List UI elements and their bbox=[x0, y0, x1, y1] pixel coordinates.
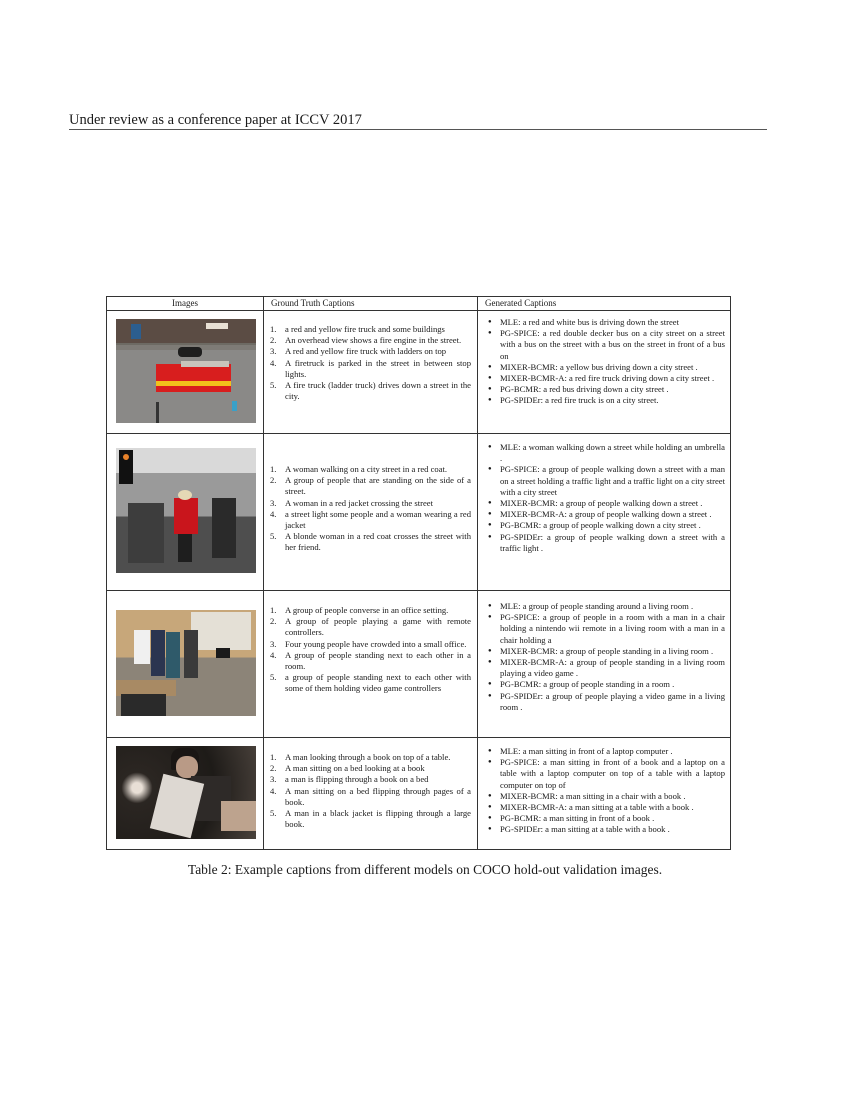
ground-truth-item: 3. a man is flipping through a book on a bed bbox=[270, 774, 429, 785]
column-header-ground-truth: Ground Truth Captions bbox=[271, 298, 355, 308]
table-caption: Table 2: Example captions from different models on COCO hold-out validation images. bbox=[187, 862, 663, 877]
generated-item: ● PG-BCMR: a group of people walking down a city street . bbox=[487, 520, 725, 531]
generated-item: ● MIXER-BCMR-A: a red fire truck driving down a city street . bbox=[487, 373, 725, 384]
ground-truth-item: 1. A woman walking on a city street in a red coat. bbox=[270, 464, 448, 474]
generated-item: ● MIXER-BCMR: a man sitting in a chair with a book . bbox=[487, 791, 725, 802]
ground-truth-item: 4. A group of people standing next to each other in a room. bbox=[270, 649, 471, 672]
generated-item: ● PG-SPICE: a red double decker bus on a city street on a street with a bus on the street with a bus on the street in front of a bus on bbox=[487, 328, 725, 362]
generated-item: ● PG-BCMR: a man sitting in front of a book . bbox=[487, 813, 725, 824]
generated-captions bbox=[487, 317, 725, 407]
running-head: Under review as a conference paper at ICCV 2017 bbox=[69, 112, 362, 128]
office-group-photo bbox=[116, 610, 256, 716]
generated-item: ● MIXER-BCMR: a group of people standing in a living room . bbox=[487, 646, 725, 657]
ground-truth-item: 3. Four young people have crowded into a small office. bbox=[270, 638, 467, 649]
table-header-row bbox=[107, 297, 730, 311]
generated-item: ● PG-SPIDEr: a man sitting at a table with a book . bbox=[487, 824, 725, 835]
generated-item: ● PG-SPICE: a man sitting in front of a book and a laptop on a table with a laptop computer on top of a table with a laptop computer on top of bbox=[487, 757, 725, 791]
generated-item: ● MIXER-BCMR: a group of people walking down a street . bbox=[487, 498, 725, 509]
generated-item: ● PG-SPICE: a group of people walking down a street with a man on a street holding a traffic light and a traffic light on a city street with a city street bbox=[487, 464, 725, 498]
ground-truth-captions bbox=[267, 464, 471, 554]
generated-captions bbox=[487, 601, 725, 713]
generated-item: ● PG-SPIDEr: a group of people walking down a street with a traffic light . bbox=[487, 532, 725, 554]
table-row bbox=[107, 738, 730, 851]
table-row bbox=[107, 434, 730, 591]
ground-truth-item: 1. A group of people converse in an office setting. bbox=[270, 605, 449, 615]
ground-truth-item: 5. A fire truck (ladder truck) drives down a street in the city. bbox=[270, 380, 471, 402]
ground-truth-item: 5. A man in a black jacket is flipping through a large book. bbox=[270, 808, 471, 830]
generated-captions bbox=[487, 442, 725, 554]
generated-item: ● MLE: a group of people standing around a living room . bbox=[487, 601, 725, 612]
generated-item: ● PG-SPIDEr: a red fire truck is on a city street. bbox=[487, 395, 725, 406]
generated-item: ● MLE: a man sitting in front of a laptop computer . bbox=[487, 746, 725, 757]
generated-item: ● PG-BCMR: a red bus driving down a city street . bbox=[487, 384, 725, 395]
ground-truth-item: 1. A man looking through a book on top of a table. bbox=[270, 752, 451, 762]
woman-red-coat-street-photo bbox=[116, 448, 256, 573]
table-row bbox=[107, 591, 730, 738]
ground-truth-item: 1. a red and yellow fire truck and some buildings bbox=[270, 324, 445, 334]
ground-truth-item: 3. A woman in a red jacket crossing the street bbox=[270, 497, 433, 508]
generated-item: ● MLE: a red and white bus is driving down the street bbox=[487, 317, 725, 328]
generated-captions bbox=[487, 746, 725, 836]
generated-item: ● MIXER-BCMR-A: a man sitting at a table with a book . bbox=[487, 802, 725, 813]
generated-item: ● PG-SPIDEr: a group of people playing a video game in a living room . bbox=[487, 691, 725, 713]
generated-item: ● MLE: a woman walking down a street while holding an umbrella . bbox=[487, 442, 725, 464]
ground-truth-item: 2. An overhead view shows a fire engine in the street. bbox=[270, 335, 462, 346]
ground-truth-captions bbox=[267, 324, 471, 402]
ground-truth-item: 5. A blonde woman in a red coat crosses the street with her friend. bbox=[270, 531, 471, 553]
ground-truth-captions bbox=[267, 605, 471, 695]
ground-truth-item: 4. a street light some people and a woman wearing a red jacket bbox=[270, 508, 471, 531]
header-rule bbox=[69, 129, 767, 130]
column-header-images: Images bbox=[172, 298, 198, 308]
fire-truck-street-photo bbox=[116, 319, 256, 423]
ground-truth-item: 2. A group of people playing a game with remote controllers. bbox=[270, 616, 471, 638]
captions-table bbox=[106, 296, 731, 850]
table-row bbox=[107, 310, 730, 434]
ground-truth-item: 5. a group of people standing next to each other with some of them holding video game controllers bbox=[270, 672, 471, 694]
generated-item: ● PG-BCMR: a group of people standing in a room . bbox=[487, 679, 725, 690]
ground-truth-captions bbox=[267, 752, 471, 830]
generated-item: ● MIXER-BCMR: a yellow bus driving down a city street . bbox=[487, 362, 725, 373]
ground-truth-item: 2. A group of people that are standing on the side of a street. bbox=[270, 475, 471, 497]
generated-item: ● MIXER-BCMR-A: a group of people standing in a living room playing a video game . bbox=[487, 657, 725, 679]
ground-truth-item: 3. A red and yellow fire truck with ladders on top bbox=[270, 346, 447, 357]
column-header-generated: Generated Captions bbox=[485, 298, 557, 308]
generated-item: ● PG-SPICE: a group of people in a room with a man in a chair holding a nintendo wii remote in a living room with a man in a chair holding a bbox=[487, 612, 725, 646]
generated-item: ● MIXER-BCMR-A: a group of people walking down a street . bbox=[487, 509, 725, 520]
ground-truth-item: 4. A man sitting on a bed flipping through pages of a book. bbox=[270, 785, 471, 807]
man-with-book-photo bbox=[116, 746, 256, 839]
ground-truth-item: 2. A man sitting on a bed looking at a book bbox=[270, 763, 425, 774]
ground-truth-item: 4. A firetruck is parked in the street in between stop lights. bbox=[270, 357, 471, 379]
